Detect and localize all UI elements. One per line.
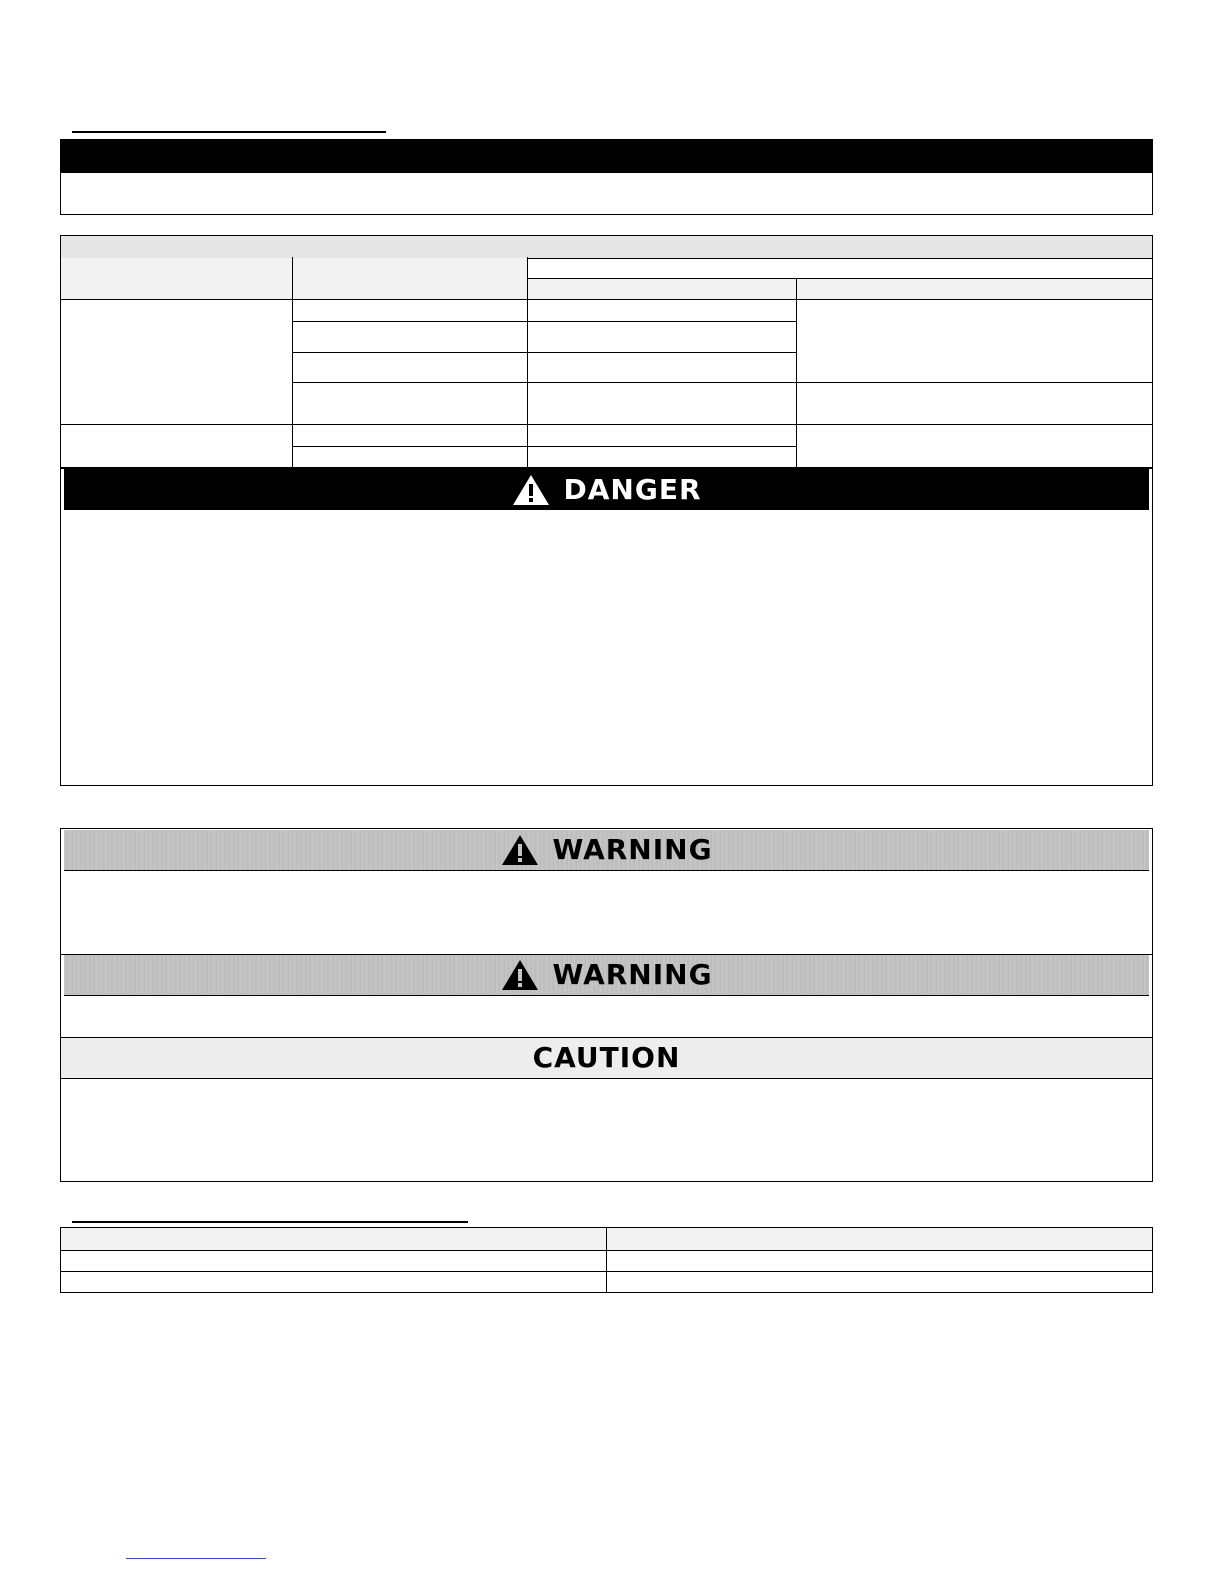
table-col-line-2 (527, 257, 528, 468)
warning-triangle-icon (511, 473, 551, 507)
danger-box (60, 467, 1153, 786)
caution-banner (61, 1038, 1152, 1079)
table-row-line-c (292, 321, 796, 322)
table-row-line-d (292, 352, 796, 353)
warning-label-1: WARNING (552, 833, 713, 866)
danger-banner (64, 469, 1149, 510)
table-col-line-3 (796, 278, 797, 468)
caution-label: CAUTION (532, 1041, 681, 1074)
table-row-line-g (292, 446, 796, 447)
warning-banner-1 (64, 830, 1149, 871)
footer-link-underline[interactable] (126, 1558, 266, 1559)
table-row-line-a (527, 278, 1152, 279)
warning-triangle-icon (500, 958, 540, 992)
section-title-underline-1 (72, 131, 386, 133)
danger-label: DANGER (563, 472, 702, 506)
warning-caution-box (60, 828, 1153, 1182)
warning-banner-2 (64, 955, 1149, 996)
warning-triangle-icon (500, 833, 540, 867)
bottom-table-col-line (606, 1228, 607, 1292)
notice-box (60, 139, 1153, 215)
spec-table-subheader-cells (527, 279, 1152, 300)
table-row-line-b (61, 299, 1152, 300)
section-title-underline-2 (72, 1221, 468, 1223)
bottom-table (60, 1227, 1153, 1293)
spec-table-header (61, 236, 1152, 259)
spec-table-col-header-cells (61, 258, 527, 300)
notice-header-bar (61, 140, 1152, 173)
warning-label-2: WARNING (552, 958, 713, 991)
table-row-line-f (61, 424, 1152, 425)
table-row-line-e (292, 382, 1152, 383)
table-col-line-1 (292, 257, 293, 468)
